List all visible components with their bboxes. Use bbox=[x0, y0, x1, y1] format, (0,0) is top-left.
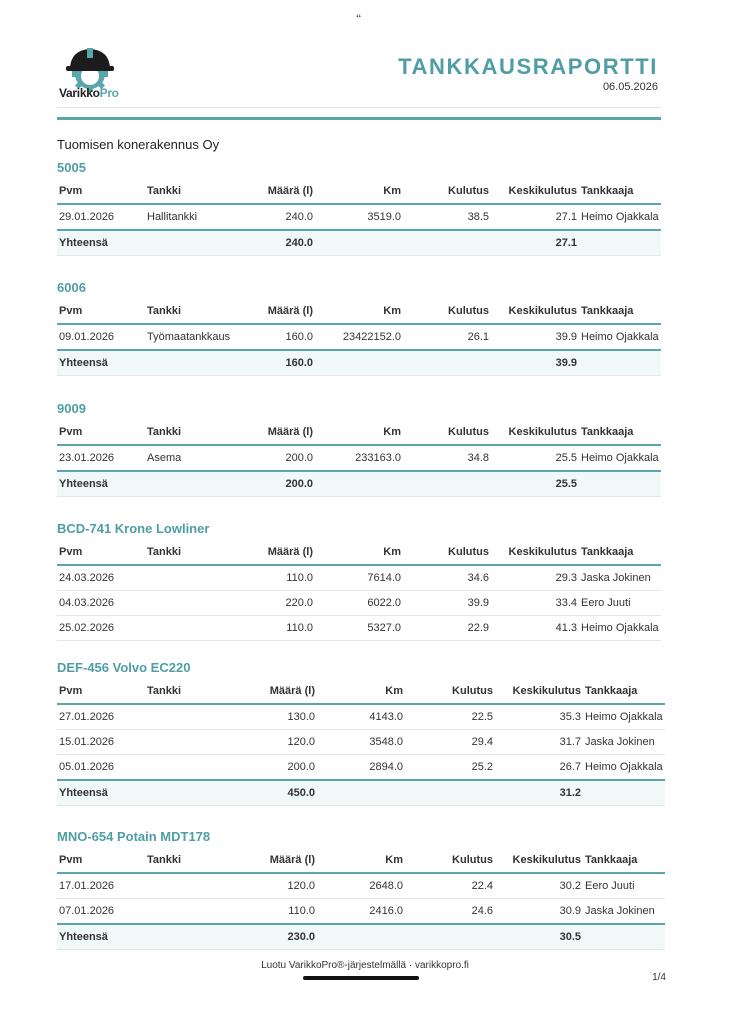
col-header-pvm: Pvm bbox=[57, 540, 145, 565]
cell-refueler: Jaska Jokinen bbox=[579, 565, 661, 591]
cell-refueler: Jaska Jokinen bbox=[583, 730, 665, 755]
cell-refueler: Heimo Ojakkala bbox=[583, 755, 665, 781]
total-label: Yhteensä bbox=[57, 350, 145, 376]
cell-consumption: 34.6 bbox=[403, 565, 491, 591]
logo-text-varikko: Varikko bbox=[59, 86, 100, 100]
total-amount: 450.0 bbox=[255, 780, 317, 806]
cell-tank bbox=[145, 730, 255, 755]
table-row bbox=[57, 565, 661, 591]
vehicle-title: 6006 bbox=[57, 280, 86, 295]
col-header-km: Km bbox=[317, 848, 405, 873]
col-header-pvm: Pvm bbox=[57, 848, 145, 873]
col-header-kulutus: Kulutus bbox=[403, 540, 491, 565]
report-date: 06.05.2026 bbox=[602, 81, 658, 93]
vehicle-section bbox=[57, 657, 661, 806]
total-row bbox=[57, 780, 665, 806]
total-label: Yhteensä bbox=[57, 924, 145, 950]
company-name: Tuomisen konerakennus Oy bbox=[57, 137, 220, 152]
report-title: TANKKAUSRAPORTTI bbox=[398, 54, 658, 79]
cell-date: 23.01.2026 bbox=[57, 445, 145, 471]
cell-amount: 240.0 bbox=[255, 204, 315, 230]
total-avg: 39.9 bbox=[491, 350, 579, 376]
cell-tank bbox=[145, 565, 255, 591]
footer-generated-by: Luotu VarikkoPro®-järjestelmällä · varikkopro.fi bbox=[261, 960, 469, 971]
col-header-pvm: Pvm bbox=[57, 299, 145, 324]
cell-avg-consumption: 31.7 bbox=[495, 730, 583, 755]
refuel-table bbox=[57, 179, 661, 256]
col-header-keskikulutus: Keskikulutus bbox=[491, 179, 579, 204]
vehicle-section bbox=[57, 157, 661, 256]
total-row bbox=[57, 230, 661, 256]
cell-consumption: 25.2 bbox=[405, 755, 495, 781]
cell-km: 3519.0 bbox=[315, 204, 403, 230]
table-header-row bbox=[57, 848, 665, 873]
helmet-gear-icon bbox=[57, 44, 127, 92]
col-header-tankkaaja: Tankkaaja bbox=[583, 679, 665, 704]
col-header-km: Km bbox=[315, 179, 403, 204]
col-header-maara: Määrä (l) bbox=[255, 299, 315, 324]
page-number: 1/4 bbox=[652, 972, 666, 983]
vehicle-title: 9009 bbox=[57, 401, 86, 416]
cell-tank: Asema bbox=[145, 445, 255, 471]
cell-refueler: Jaska Jokinen bbox=[583, 899, 665, 925]
report-header bbox=[57, 40, 661, 104]
cell-amount: 160.0 bbox=[255, 324, 315, 350]
total-amount: 160.0 bbox=[255, 350, 315, 376]
col-header-tankkaaja: Tankkaaja bbox=[579, 540, 661, 565]
cell-avg-consumption: 35.3 bbox=[495, 704, 583, 730]
cell-amount: 120.0 bbox=[255, 873, 317, 899]
cell-refueler: Heimo Ojakkala bbox=[579, 616, 661, 641]
table-row bbox=[57, 755, 665, 781]
cell-avg-consumption: 39.9 bbox=[491, 324, 579, 350]
col-header-tankkaaja: Tankkaaja bbox=[583, 848, 665, 873]
col-header-tankki: Tankki bbox=[145, 540, 255, 565]
vehicle-section bbox=[57, 826, 661, 950]
logo-wordmark bbox=[59, 86, 119, 100]
col-header-tankki: Tankki bbox=[145, 848, 255, 873]
total-row bbox=[57, 350, 661, 376]
col-header-keskikulutus: Keskikulutus bbox=[491, 299, 579, 324]
cell-refueler: Eero Juuti bbox=[579, 591, 661, 616]
col-header-tankki: Tankki bbox=[145, 299, 255, 324]
table-header-row bbox=[57, 179, 661, 204]
cell-amount: 120.0 bbox=[255, 730, 317, 755]
cell-date: 29.01.2026 bbox=[57, 204, 145, 230]
cell-date: 24.03.2026 bbox=[57, 565, 145, 591]
cell-amount: 130.0 bbox=[255, 704, 317, 730]
table-row bbox=[57, 730, 665, 755]
col-header-pvm: Pvm bbox=[57, 679, 145, 704]
cell-date: 27.01.2026 bbox=[57, 704, 145, 730]
cell-avg-consumption: 33.4 bbox=[491, 591, 579, 616]
table-header-row bbox=[57, 679, 665, 704]
col-header-maara: Määrä (l) bbox=[255, 848, 317, 873]
total-label: Yhteensä bbox=[57, 780, 145, 806]
col-header-maara: Määrä (l) bbox=[255, 540, 315, 565]
total-amount: 240.0 bbox=[255, 230, 315, 256]
cell-consumption: 22.4 bbox=[405, 873, 495, 899]
table-header-row bbox=[57, 420, 661, 445]
col-header-keskikulutus: Keskikulutus bbox=[495, 679, 583, 704]
vehicle-section bbox=[57, 398, 661, 497]
total-avg: 31.2 bbox=[495, 780, 583, 806]
total-amount: 230.0 bbox=[255, 924, 317, 950]
cell-km: 6022.0 bbox=[315, 591, 403, 616]
col-header-km: Km bbox=[315, 299, 403, 324]
cell-consumption: 22.5 bbox=[405, 704, 495, 730]
table-row bbox=[57, 445, 661, 471]
table-row bbox=[57, 591, 661, 616]
cell-avg-consumption: 29.3 bbox=[491, 565, 579, 591]
cell-tank bbox=[145, 899, 255, 925]
table-header-row bbox=[57, 299, 661, 324]
cell-tank bbox=[145, 591, 255, 616]
top-mark: ‘‘ bbox=[356, 12, 362, 26]
cell-km: 4143.0 bbox=[317, 704, 405, 730]
cell-tank bbox=[145, 873, 255, 899]
table-row bbox=[57, 204, 661, 230]
cell-km: 2894.0 bbox=[317, 755, 405, 781]
vehicle-title: BCD-741 Krone Lowliner bbox=[57, 521, 210, 536]
col-header-maara: Määrä (l) bbox=[255, 179, 315, 204]
cell-avg-consumption: 41.3 bbox=[491, 616, 579, 641]
col-header-kulutus: Kulutus bbox=[405, 848, 495, 873]
cell-km: 2416.0 bbox=[317, 899, 405, 925]
cell-refueler: Heimo Ojakkala bbox=[579, 445, 661, 471]
table-header-row bbox=[57, 540, 661, 565]
cell-tank bbox=[145, 755, 255, 781]
col-header-keskikulutus: Keskikulutus bbox=[495, 848, 583, 873]
cell-tank: Työmaatankkaus bbox=[145, 324, 255, 350]
table-row bbox=[57, 704, 665, 730]
total-label: Yhteensä bbox=[57, 230, 145, 256]
col-header-kulutus: Kulutus bbox=[403, 299, 491, 324]
cell-km: 3548.0 bbox=[317, 730, 405, 755]
cell-km: 5327.0 bbox=[315, 616, 403, 641]
cell-date: 15.01.2026 bbox=[57, 730, 145, 755]
cell-consumption: 24.6 bbox=[405, 899, 495, 925]
logo-text-pro: Pro bbox=[99, 86, 119, 100]
total-avg: 30.5 bbox=[495, 924, 583, 950]
col-header-pvm: Pvm bbox=[57, 179, 145, 204]
cell-amount: 200.0 bbox=[255, 755, 317, 781]
col-header-km: Km bbox=[317, 679, 405, 704]
col-header-tankki: Tankki bbox=[145, 179, 255, 204]
cell-avg-consumption: 27.1 bbox=[491, 204, 579, 230]
cell-amount: 200.0 bbox=[255, 445, 315, 471]
cell-consumption: 22.9 bbox=[403, 616, 491, 641]
cell-consumption: 26.1 bbox=[403, 324, 491, 350]
cell-amount: 110.0 bbox=[255, 899, 317, 925]
header-divider-thin bbox=[57, 107, 661, 108]
header-divider bbox=[57, 117, 661, 120]
cell-km: 23422152.0 bbox=[315, 324, 403, 350]
table-row bbox=[57, 616, 661, 641]
col-header-km: Km bbox=[315, 540, 403, 565]
refuel-table bbox=[57, 299, 661, 376]
cell-avg-consumption: 26.7 bbox=[495, 755, 583, 781]
cell-km: 233163.0 bbox=[315, 445, 403, 471]
vehicle-section bbox=[57, 277, 661, 376]
cell-date: 25.02.2026 bbox=[57, 616, 145, 641]
cell-tank: Hallitankki bbox=[145, 204, 255, 230]
vehicle-title: MNO-654 Potain MDT178 bbox=[57, 829, 211, 844]
cell-tank bbox=[145, 616, 255, 641]
cell-avg-consumption: 25.5 bbox=[491, 445, 579, 471]
cell-avg-consumption: 30.9 bbox=[495, 899, 583, 925]
cell-date: 04.03.2026 bbox=[57, 591, 145, 616]
col-header-km: Km bbox=[315, 420, 403, 445]
col-header-keskikulutus: Keskikulutus bbox=[491, 540, 579, 565]
cell-km: 7614.0 bbox=[315, 565, 403, 591]
total-label: Yhteensä bbox=[57, 471, 145, 497]
col-header-tankki: Tankki bbox=[145, 679, 255, 704]
total-amount: 200.0 bbox=[255, 471, 315, 497]
cell-amount: 110.0 bbox=[255, 565, 315, 591]
col-header-maara: Määrä (l) bbox=[255, 679, 317, 704]
cell-km: 2648.0 bbox=[317, 873, 405, 899]
col-header-tankkaaja: Tankkaaja bbox=[579, 179, 661, 204]
cell-consumption: 34.8 bbox=[403, 445, 491, 471]
cell-consumption: 39.9 bbox=[403, 591, 491, 616]
cell-avg-consumption: 30.2 bbox=[495, 873, 583, 899]
refuel-table bbox=[57, 679, 665, 806]
table-row bbox=[57, 899, 665, 925]
cell-amount: 110.0 bbox=[255, 616, 315, 641]
refuel-table bbox=[57, 420, 661, 497]
cell-date: 05.01.2026 bbox=[57, 755, 145, 781]
cell-date: 09.01.2026 bbox=[57, 324, 145, 350]
cell-refueler: Heimo Ojakkala bbox=[579, 204, 661, 230]
cell-refueler: Eero Juuti bbox=[583, 873, 665, 899]
refuel-table bbox=[57, 848, 665, 950]
vehicle-title: DEF-456 Volvo EC220 bbox=[57, 660, 191, 675]
cell-consumption: 29.4 bbox=[405, 730, 495, 755]
cell-date: 07.01.2026 bbox=[57, 899, 145, 925]
cell-tank bbox=[145, 704, 255, 730]
col-header-maara: Määrä (l) bbox=[255, 420, 315, 445]
total-avg: 27.1 bbox=[491, 230, 579, 256]
col-header-keskikulutus: Keskikulutus bbox=[491, 420, 579, 445]
vehicle-title: 5005 bbox=[57, 160, 86, 175]
vehicle-section bbox=[57, 518, 661, 641]
refuel-table bbox=[57, 540, 661, 641]
total-row bbox=[57, 924, 665, 950]
total-avg: 25.5 bbox=[491, 471, 579, 497]
cell-amount: 220.0 bbox=[255, 591, 315, 616]
col-header-pvm: Pvm bbox=[57, 420, 145, 445]
cell-refueler: Heimo Ojakkala bbox=[583, 704, 665, 730]
table-row bbox=[57, 324, 661, 350]
col-header-kulutus: Kulutus bbox=[405, 679, 495, 704]
col-header-tankki: Tankki bbox=[145, 420, 255, 445]
col-header-kulutus: Kulutus bbox=[403, 179, 491, 204]
cell-refueler: Heimo Ojakkala bbox=[579, 324, 661, 350]
total-row bbox=[57, 471, 661, 497]
cell-consumption: 38.5 bbox=[403, 204, 491, 230]
table-row bbox=[57, 873, 665, 899]
cell-date: 17.01.2026 bbox=[57, 873, 145, 899]
col-header-tankkaaja: Tankkaaja bbox=[579, 420, 661, 445]
home-indicator[interactable] bbox=[303, 976, 419, 980]
col-header-kulutus: Kulutus bbox=[403, 420, 491, 445]
col-header-tankkaaja: Tankkaaja bbox=[579, 299, 661, 324]
